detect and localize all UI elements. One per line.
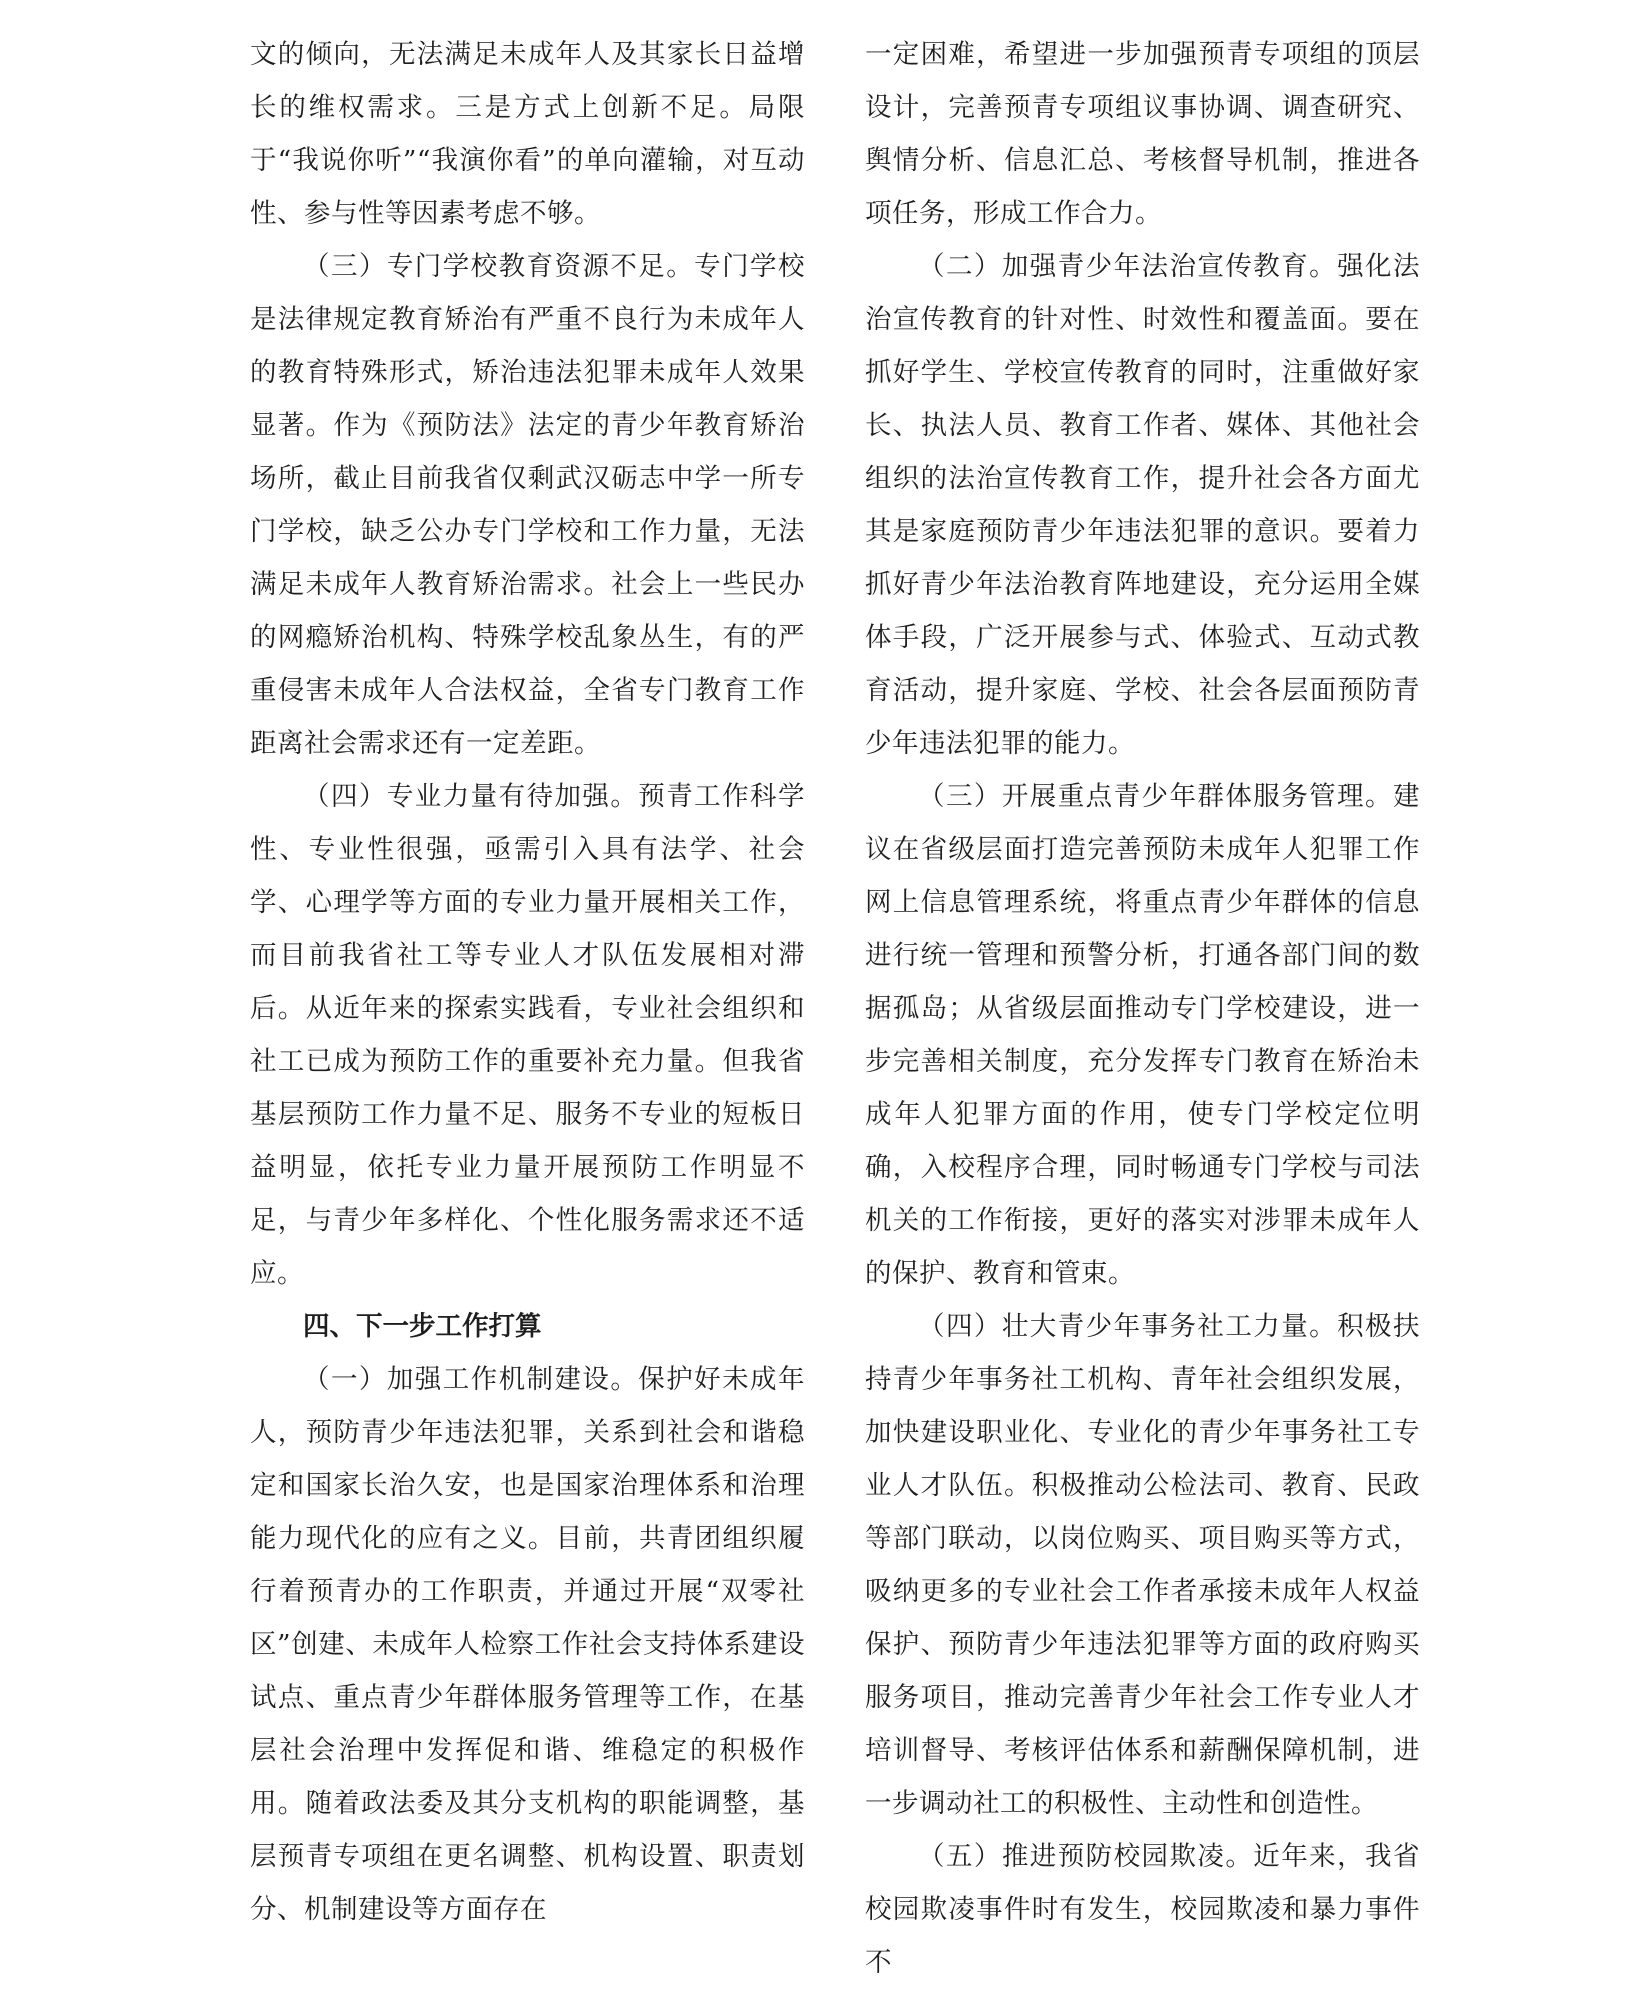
paragraph: （四）专业力量有待加强。预青工作科学性、专业性很强，亟需引入具有法学、社会学、心理学等方面的专业力量开展相关工作，而目前我省社工等专业人才队伍发展相对滞后。从近年来的探索实践看，专业社会组织和社工已成为预防工作的重要补充力量。但我省基层预防工作力量不足、服务不专业的短板日益明显，依托专业力量开展预防工作明显不足，与青少年多样化、个性化服务需求还不适应。 [250,781,805,1289]
right-column [865,28,1420,1989]
document-page [250,28,1420,1989]
paragraph: （四）壮大青少年事务社工力量。积极扶持青少年事务社工机构、青年社会组织发展，加快建设职业化、专业化的青少年事务社工专业人才队伍。积极推动公检法司、教育、民政等部门联动，以岗位购买、项目购买等方式，吸纳更多的专业社会工作者承接未成年人权益保护、预防青少年违法犯罪等方面的政府购买服务项目，推动完善青少年社会工作专业人才培训督导、考核评估体系和薪酬保障机制，进一步调动社工的积极性、主动性和创造性。 [865,1311,1420,1819]
left-column [250,28,805,1989]
paragraph: （一）加强工作机制建设。保护好未成年人，预防青少年违法犯罪，关系到社会和谐稳定和国家长治久安，也是国家治理体系和治理能力现代化的应有之义。目前，共青团组织履行着预青办的工作职责，并通过开展“双零社区”创建、未成年人检察工作社会支持体系建设试点、重点青少年群体服务管理等工作，在基层社会治理中发挥促和谐、维稳定的积极作用。随着政法委及其分支机构的职能调整，基层预青专项组在更名调整、机构设置、职责划分、机制建设等方面存在 [250,1364,805,1925]
paragraph: 一定困难，希望进一步加强预青专项组的顶层设计，完善预青专项组议事协调、调查研究、舆情分析、信息汇总、考核督导机制，推进各项任务，形成工作合力。 [865,39,1420,229]
paragraph: （三）开展重点青少年群体服务管理。建议在省级层面打造完善预防未成年人犯罪工作网上信息管理系统，将重点青少年群体的信息进行统一管理和预警分析，打通各部门间的数据孤岛；从省级层面推动专门学校建设，进一步完善相关制度，充分发挥专门教育在矫治未成年人犯罪方面的作用，使专门学校定位明确，入校程序合理，同时畅通专门学校与司法机关的工作衔接，更好的落实对涉罪未成年人的保护、教育和管束。 [865,781,1420,1289]
paragraph: 文的倾向，无法满足未成年人及其家长日益增长的维权需求。三是方式上创新不足。局限于“我说你听”“我演你看”的单向灌输，对互动性、参与性等因素考虑不够。 [250,39,805,229]
paragraph: （三）专门学校教育资源不足。专门学校是法律规定教育矫治有严重不良行为未成年人的教育特殊形式，矫治违法犯罪未成年人效果显著。作为《预防法》法定的青少年教育矫治场所，截止目前我省仅剩武汉砺志中学一所专门学校，缺乏公办专门学校和工作力量，无法满足未成年人教育矫治需求。社会上一些民办的网瘾矫治机构、特殊学校乱象丛生，有的严重侵害未成年人合法权益，全省专门教育工作距离社会需求还有一定差距。 [250,251,805,759]
paragraph: （二）加强青少年法治宣传教育。强化法治宣传教育的针对性、时效性和覆盖面。要在抓好学生、学校宣传教育的同时，注重做好家长、执法人员、教育工作者、媒体、其他社会组织的法治宣传教育工作，提升社会各方面尤其是家庭预防青少年违法犯罪的意识。要着力抓好青少年法治教育阵地建设，充分运用全媒体手段，广泛开展参与式、体验式、互动式教育活动，提升家庭、学校、社会各层面预防青少年违法犯罪的能力。 [865,251,1420,759]
section-heading: 四、下一步工作打算 [303,1311,542,1342]
paragraph: （五）推进预防校园欺凌。近年来，我省校园欺凌事件时有发生，校园欺凌和暴力事件不 [865,1841,1420,1978]
